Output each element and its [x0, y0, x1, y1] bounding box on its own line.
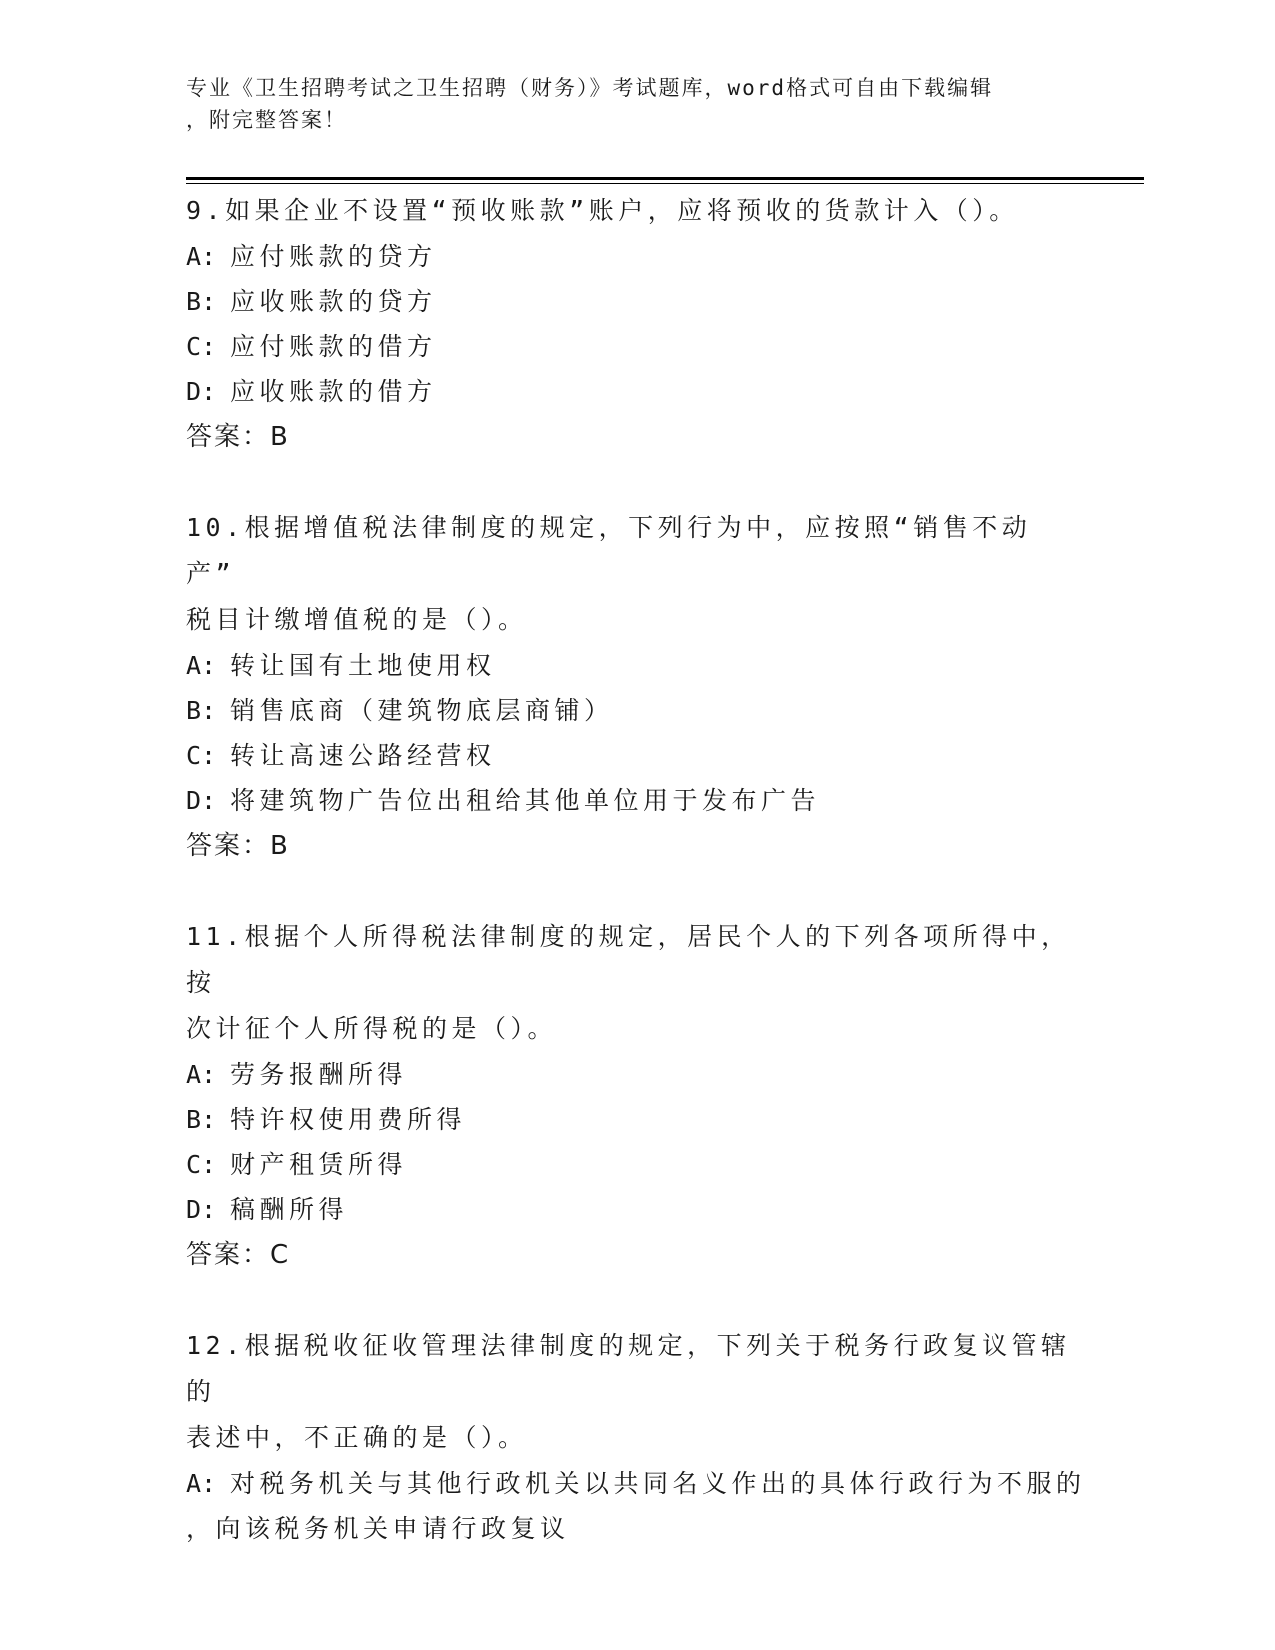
- question-line: 10.根据增值税法律制度的规定，下列行为中，应按照“销售不动产”: [186, 513, 1032, 588]
- question-list: [186, 188, 1086, 1596]
- question-12: [186, 1323, 1086, 1551]
- option-text: 特许权使用费所得: [230, 1105, 467, 1134]
- option-text: 应收账款的借方: [230, 377, 437, 406]
- option-b: [186, 688, 1076, 733]
- option-key: B:: [186, 696, 217, 725]
- question-line: 税目计缴增值税的是（）。: [186, 605, 528, 634]
- question-text: [186, 505, 1076, 643]
- answer: 答案：C: [186, 1240, 291, 1270]
- header-line: ，附完整答案！: [186, 108, 347, 132]
- question-line: 12.根据税收征收管理法律制度的规定，下列关于税务行政复议管辖的: [186, 1331, 1071, 1406]
- option-text: 应付账款的贷方: [230, 242, 437, 271]
- question-10: [186, 505, 1076, 869]
- question-line: 11.根据个人所得税法律制度的规定，居民个人的下列各项所得中，按: [186, 922, 1071, 997]
- option-key: A:: [186, 242, 217, 271]
- option-key: A:: [186, 1469, 217, 1498]
- option-c: [186, 324, 1076, 369]
- option-key: A:: [186, 651, 217, 680]
- header-line: 专业《卫生招聘考试之卫生招聘（财务）》考试题库，word格式可自由下载编辑: [186, 76, 994, 100]
- question-line: 表述中，不正确的是（）。: [186, 1423, 528, 1452]
- option-text: 转让高速公路经营权: [230, 741, 496, 770]
- option-d: [186, 1187, 1076, 1232]
- header-divider: [186, 183, 1144, 184]
- option-a: [186, 1461, 1086, 1506]
- option-c: [186, 1142, 1076, 1187]
- option-b: [186, 279, 1076, 324]
- option-key: D:: [186, 377, 217, 406]
- option-a: [186, 234, 1076, 279]
- question-text: [186, 188, 1076, 234]
- option-c: [186, 733, 1076, 778]
- question-11: [186, 914, 1076, 1278]
- question-line: 9.如果企业不设置“预收账款”账户，应将预收的货款计入（）。: [186, 196, 1019, 225]
- option-text: 财产租赁所得: [230, 1150, 408, 1179]
- option-key: D:: [186, 1195, 217, 1224]
- option-a: [186, 1052, 1076, 1097]
- option-text: 劳务报酬所得: [230, 1060, 408, 1089]
- option-b: [186, 1097, 1076, 1142]
- option-a-continued: ，向该税务机关申请行政复议: [186, 1514, 570, 1543]
- answer: 答案：B: [186, 831, 290, 861]
- option-key: B:: [186, 287, 217, 316]
- option-key: B:: [186, 1105, 217, 1134]
- question-9: [186, 188, 1076, 460]
- header-divider: [186, 177, 1144, 180]
- option-text: 应付账款的借方: [230, 332, 437, 361]
- option-text: 转让国有土地使用权: [230, 651, 496, 680]
- question-text: [186, 1323, 1076, 1461]
- option-text: 稿酬所得: [230, 1195, 349, 1224]
- option-text: 应收账款的贷方: [230, 287, 437, 316]
- option-key: A:: [186, 1060, 217, 1089]
- option-key: C:: [186, 332, 217, 361]
- option-key: C:: [186, 1150, 217, 1179]
- question-text: [186, 914, 1076, 1052]
- option-text: 对税务机关与其他行政机关以共同名义作出的具体行政行为不服的: [230, 1469, 1086, 1498]
- option-d: [186, 369, 1076, 414]
- document-header: [186, 72, 1066, 136]
- option-text: 将建筑物广告位出租给其他单位用于发布广告: [230, 786, 821, 815]
- option-text: 销售底商（建筑物底层商铺）: [230, 696, 614, 725]
- answer: 答案：B: [186, 422, 290, 452]
- option-key: C:: [186, 741, 217, 770]
- option-key: D:: [186, 786, 217, 815]
- question-line: 次计征个人所得税的是（）。: [186, 1014, 558, 1043]
- option-a: [186, 643, 1076, 688]
- option-d: [186, 778, 1076, 823]
